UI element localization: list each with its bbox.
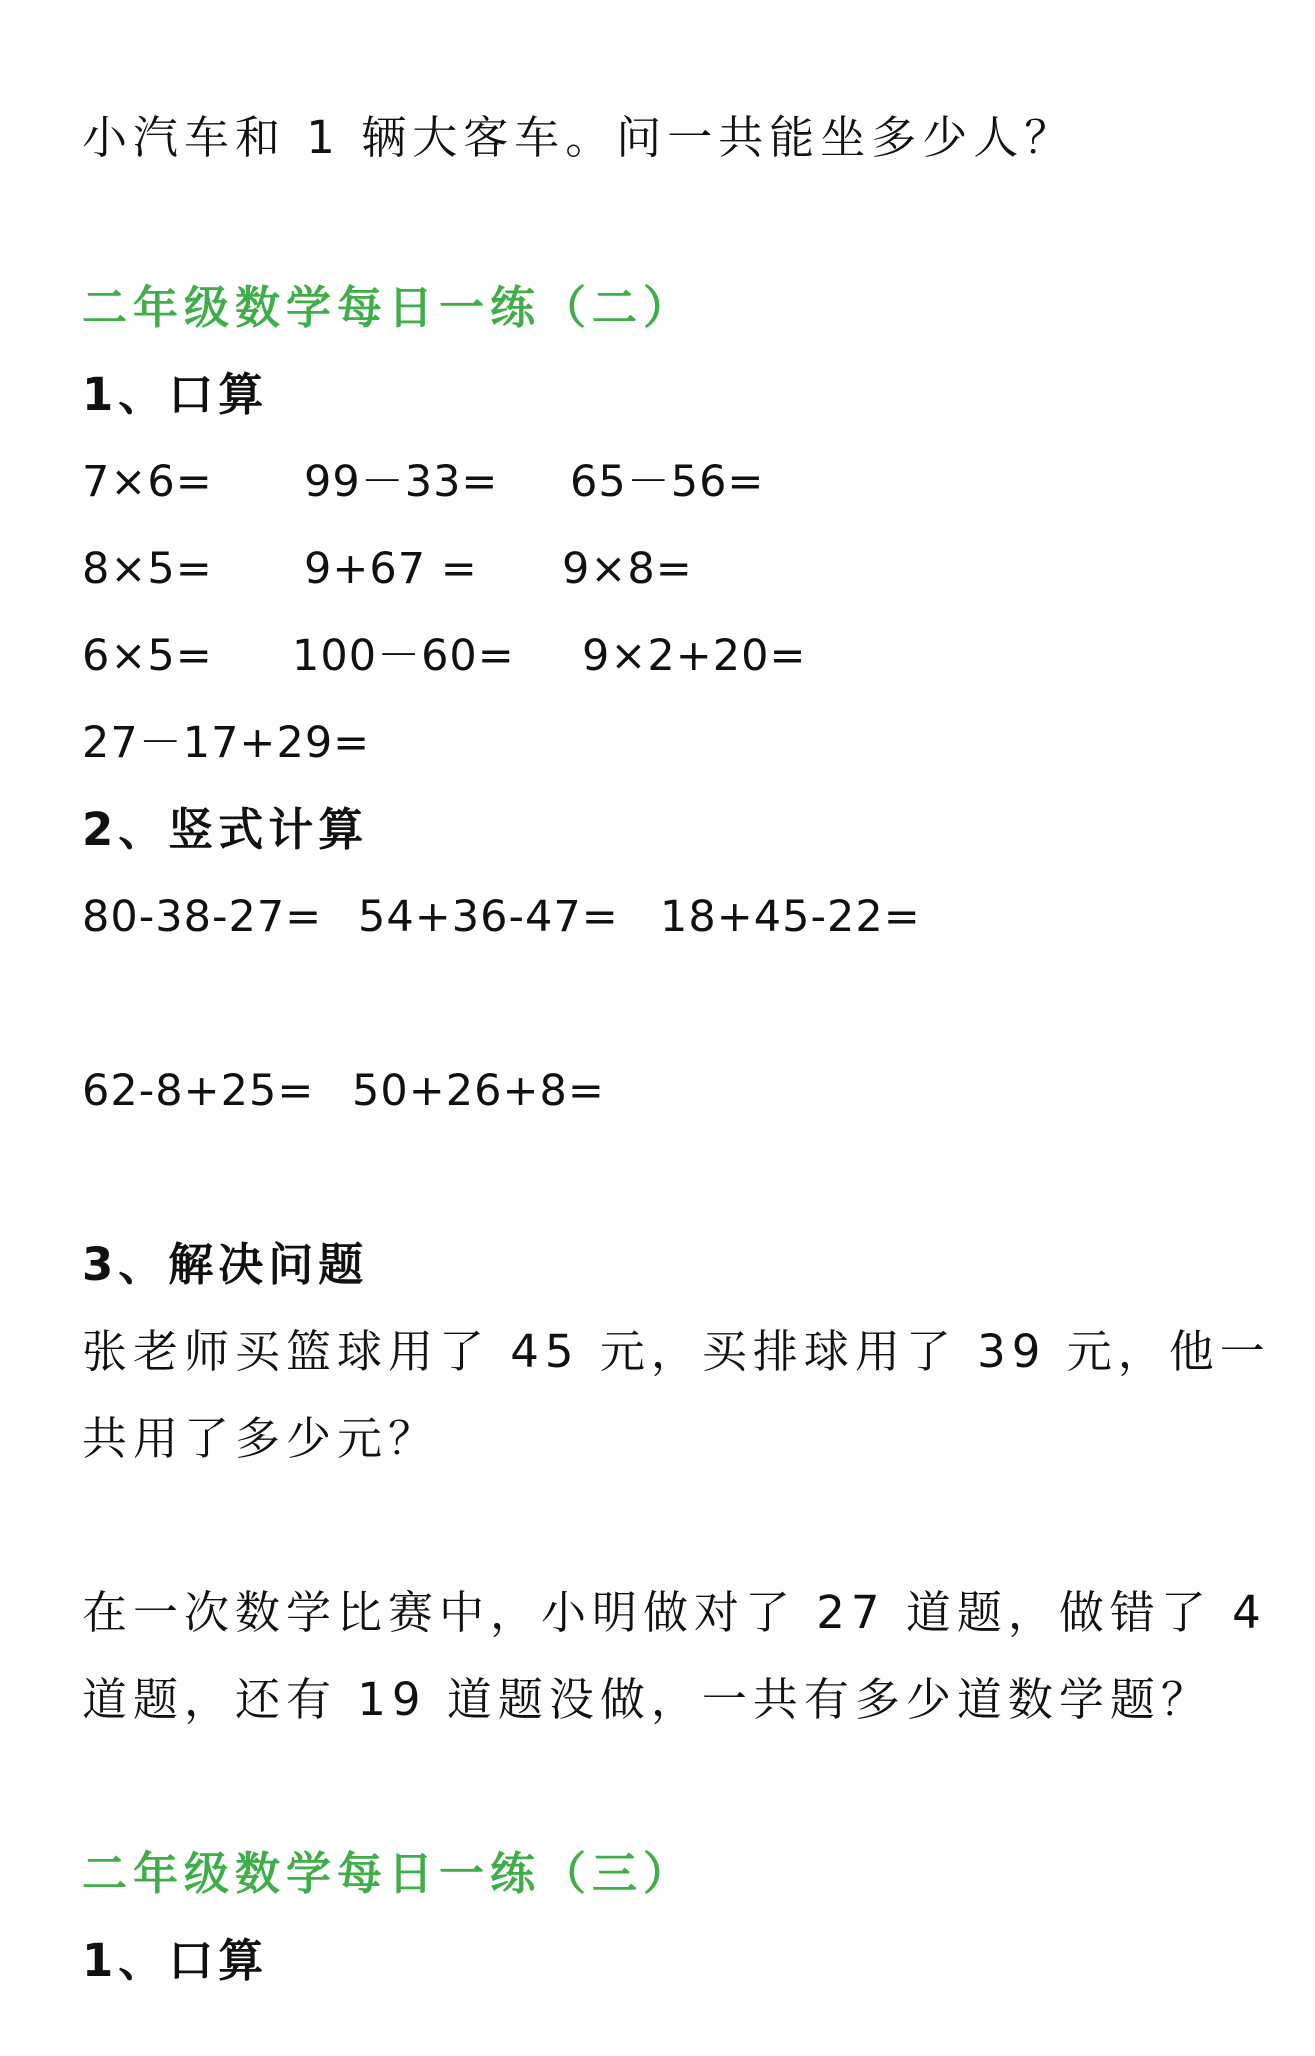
problem-1-line-1: 张老师买篮球用了 45 元，买排球用了 39 元，他一 [82, 1325, 1271, 1378]
oral-row-3 [82, 626, 1232, 686]
practice-2-problems-heading: 3、解决问题 [82, 1238, 369, 1291]
oral-item: 9×8= [562, 544, 693, 594]
vertical-item: 50+26+8= [352, 1066, 605, 1116]
oral-item: 9+67 = [304, 544, 478, 594]
problem-2-line-2: 道题，还有 19 道题没做，一共有多少道数学题？ [82, 1673, 1212, 1726]
intro-line: 小汽车和 1 辆大客车。问一共能坐多少人？ [82, 111, 1076, 164]
oral-row-4 [82, 713, 1232, 773]
oral-row-1 [82, 452, 1232, 512]
vertical-item: 54+36-47= [358, 892, 619, 942]
practice-2-vertical-heading: 2、竖式计算 [82, 803, 369, 856]
vertical-row-2 [82, 1061, 1232, 1121]
vertical-item: 18+45-22= [660, 892, 921, 942]
oral-item: 65－56= [570, 457, 765, 507]
practice-2-oral-heading: 1、口算 [82, 368, 269, 421]
practice-3-title: 二年级数学每日一练（三） [82, 1847, 695, 1900]
problem-1-line-2: 共用了多少元？ [82, 1412, 440, 1465]
vertical-item: 80-38-27= [82, 892, 323, 942]
problem-2-line-1: 在一次数学比赛中，小明做对了 27 道题，做错了 4 [82, 1586, 1267, 1639]
oral-item: 8×5= [82, 544, 213, 594]
vertical-row-1 [82, 887, 1232, 947]
oral-item: 6×5= [82, 631, 213, 681]
oral-item: 27－17+29= [82, 718, 371, 768]
oral-item: 100－60= [292, 631, 515, 681]
oral-row-2 [82, 539, 1232, 599]
practice-2-title: 二年级数学每日一练（二） [82, 281, 695, 334]
oral-item: 7×6= [82, 457, 213, 507]
oral-item: 99－33= [304, 457, 499, 507]
oral-item: 9×2+20= [582, 631, 807, 681]
practice-3-oral-heading: 1、口算 [82, 1934, 269, 1987]
vertical-item: 62-8+25= [82, 1066, 315, 1116]
